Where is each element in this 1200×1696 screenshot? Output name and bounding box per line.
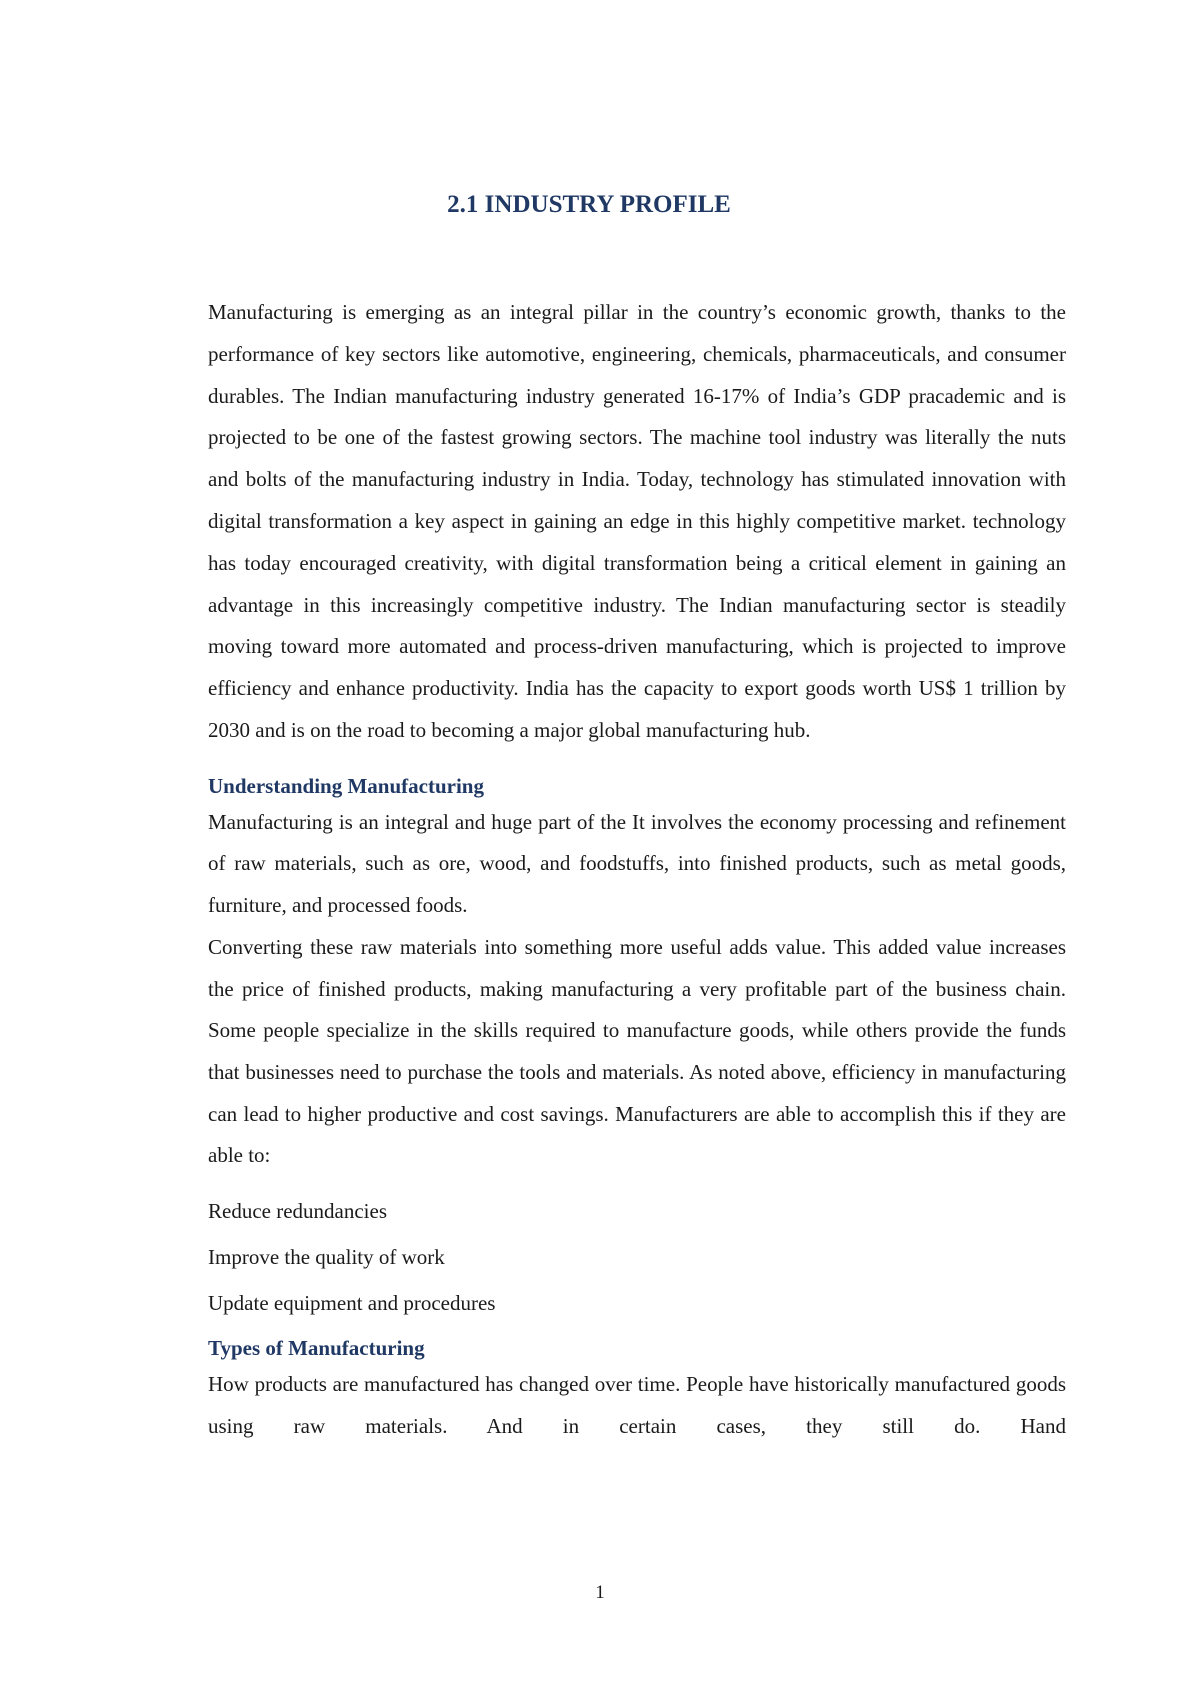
list-item: Reduce redundancies (208, 1199, 388, 1224)
list-item: Update equipment and procedures (208, 1291, 496, 1316)
understanding-paragraph-2: Converting these raw materials into something more useful adds value. This added value increases the price of finished products, making manufacturing a very profitable part of the business chain. Some people specialize in the skills required to manufacture goods, while others provide the funds that businesses need to purchase the tools and materials. As noted above, efficiency in manufacturing can lead to higher productive and cost savings. Manufacturers are able to accomplish this if they are able to: (208, 934, 1066, 1168)
types-paragraph: How products are manufactured has changed over time. People have historically manufactured goods using raw materials. And in certain cases, they still do. Hand (208, 1372, 1066, 1438)
intro-paragraph: Manufacturing is emerging as an integral pillar in the country’s economic growth, thanks to the performance of key sectors like automotive, engineering, chemicals, pharmaceuticals, and consumer durables. The Indian manufacturing industry generated 16-17% of India’s GDP pracademic and is projected to be one of the fastest growing sectors. The machine tool industry was literally the nuts and bolts of the manufacturing industry in India. Today, technology has stimulated innovation with digital transformation a key aspect in gaining an edge in this highly competitive market. technology has today encouraged creativity, with digital transformation being a critical element in gaining an advantage in this increasingly competitive industry. The Indian manufacturing sector is steadily moving toward more automated and process-driven manufacturing, which is projected to improve efficiency and enhance productivity. India has the capacity to export goods worth US$ 1 trillion by 2030 and is on the road to becoming a major global manufacturing hub. (208, 300, 1066, 742)
understanding-paragraph-1: Manufacturing is an integral and huge part of the It involves the economy processing and refinement of raw materials, such as ore, wood, and foodstuffs, into finished products, such as metal goods, furniture, and processed foods. (208, 809, 1066, 918)
section-heading-types-of-manufacturing: Types of Manufacturing (208, 1336, 425, 1361)
list-item: Improve the quality of work (208, 1245, 445, 1270)
page-title: 2.1 INDUSTRY PROFILE (447, 191, 731, 218)
document-body (208, 292, 1066, 1448)
page-number: 1 (595, 1582, 605, 1603)
section-heading-understanding-manufacturing: Understanding Manufacturing (208, 773, 484, 798)
improvement-list (208, 1188, 1066, 1326)
